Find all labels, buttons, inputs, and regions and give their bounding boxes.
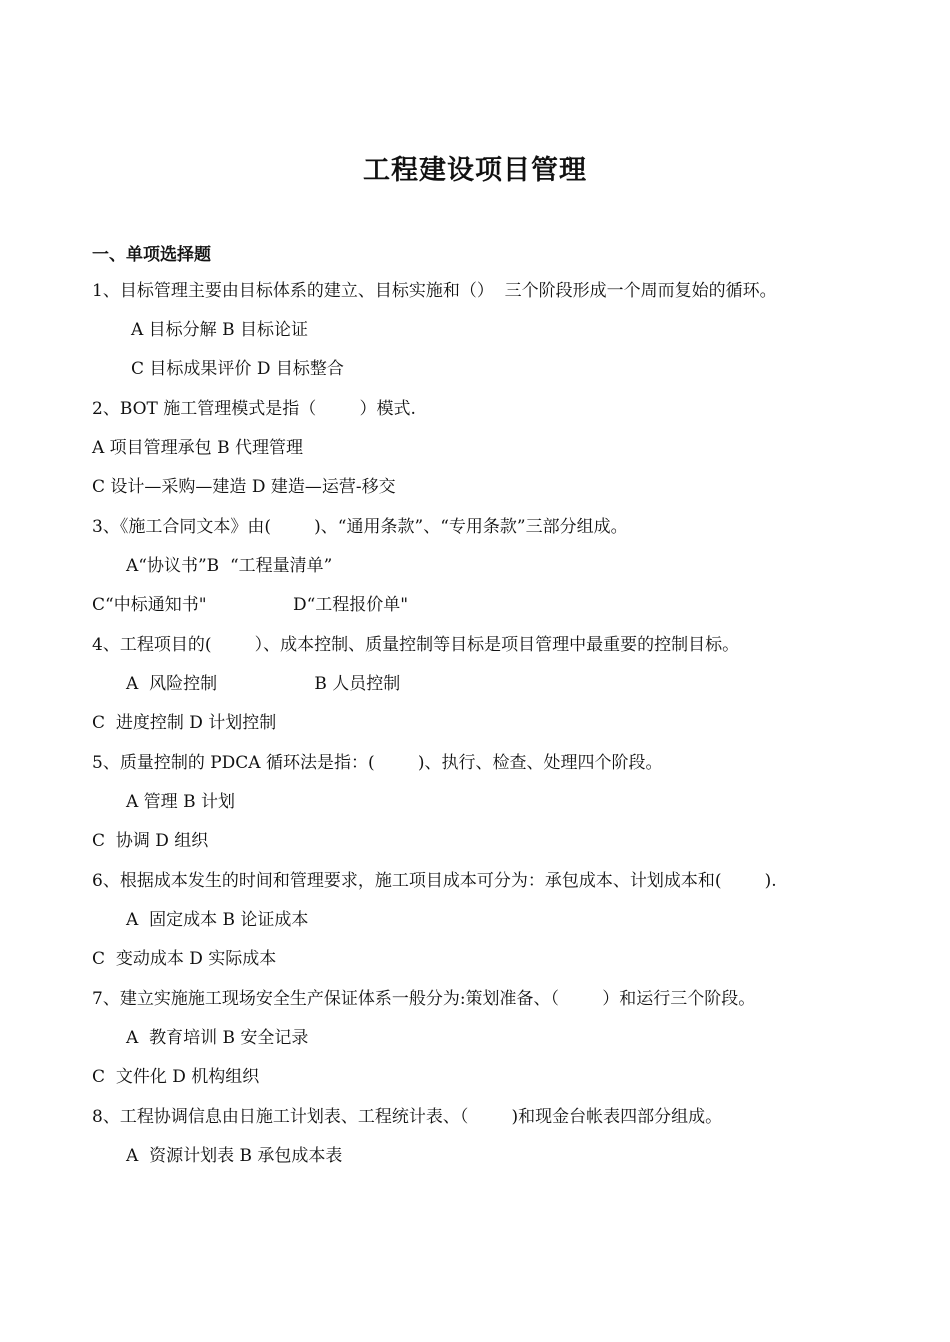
question-5: 5、质量控制的 PDCA 循环法是指：( )、执行、检查、处理四个阶段。 bbox=[92, 753, 663, 773]
question-7: 7、建立实施施工现场安全生产保证体系一般分为:策划准备、（ ）和运行三个阶段。 bbox=[92, 989, 756, 1009]
question-3-options-ab: A“协议书”B “工程量清单” bbox=[126, 556, 333, 576]
question-2-options-cd: C 设计—采购—建造 D 建造—运营-移交 bbox=[92, 477, 396, 497]
question-1-options-ab: A 目标分解 B 目标论证 bbox=[131, 320, 308, 340]
question-5-options-ab: A 管理 B 计划 bbox=[126, 792, 235, 812]
question-1-options-cd: C 目标成果评价 D 目标整合 bbox=[131, 359, 344, 379]
question-3-options-cd: C“中标通知书" D“工程报价单" bbox=[92, 595, 409, 615]
question-3: 3、《施工合同文本》由( )、“通用条款”、“专用条款”三部分组成。 bbox=[92, 517, 628, 537]
question-7-options-cd: C 文件化 D 机构组织 bbox=[92, 1067, 260, 1087]
question-2: 2、BOT 施工管理模式是指（ ）模式. bbox=[92, 399, 416, 419]
question-7-options-ab: A 教育培训 B 安全记录 bbox=[126, 1028, 309, 1048]
question-4-options-ab: A 风险控制 B 人员控制 bbox=[126, 674, 401, 694]
question-8-options-ab: A 资源计划表 B 承包成本表 bbox=[126, 1146, 343, 1166]
question-6: 6、根据成本发生的时间和管理要求，施工项目成本可分为：承包成本、计划成本和( ). bbox=[92, 871, 777, 891]
section-heading: 一、单项选择题 bbox=[92, 245, 211, 265]
question-5-options-cd: C 协调 D 组织 bbox=[92, 831, 209, 851]
question-4: 4、工程项目的( ）、成本控制、质量控制等目标是项目管理中最重要的控制目标。 bbox=[92, 635, 740, 655]
document-title: 工程建设项目管理 bbox=[363, 155, 587, 186]
question-4-options-cd: C 进度控制 D 计划控制 bbox=[92, 713, 277, 733]
question-2-options-ab: A 项目管理承包 B 代理管理 bbox=[92, 438, 303, 458]
question-6-options-ab: A 固定成本 B 论证成本 bbox=[126, 910, 309, 930]
question-6-options-cd: C 变动成本 D 实际成本 bbox=[92, 949, 277, 969]
question-8: 8、工程协调信息由日施工计划表、工程统计表、（ )和现金台帐表四部分组成。 bbox=[92, 1107, 723, 1127]
question-1: 1、目标管理主要由目标体系的建立、目标实施和（） 三个阶段形成一个周而复始的循环。 bbox=[92, 281, 777, 301]
